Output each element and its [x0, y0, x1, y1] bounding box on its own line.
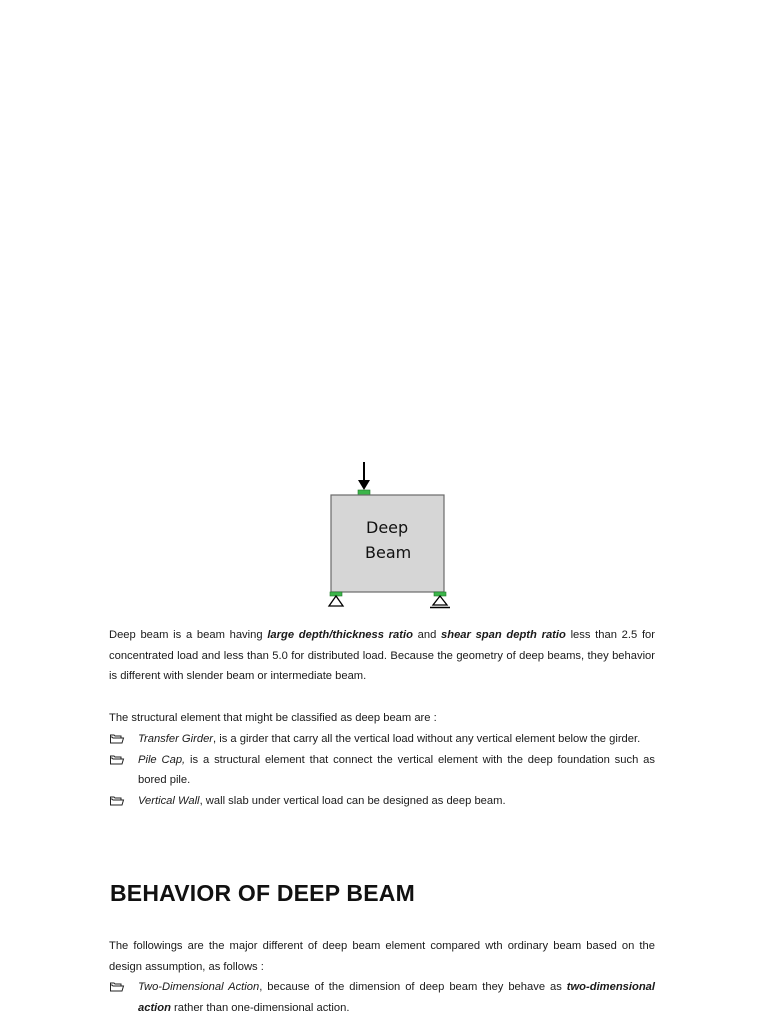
list-item — [109, 729, 655, 750]
folder-bullet-icon — [109, 729, 125, 749]
folder-bullet-icon — [109, 791, 125, 811]
down-arrow-load-icon — [358, 462, 370, 490]
item-text: , because of the dimension of deep beam they behave as — [259, 981, 567, 993]
term-two-dimensional-action: Two-Dimensional Action — [138, 981, 260, 993]
roller-support-icon — [430, 592, 450, 608]
item-text: rather than one-dimensional action. — [170, 1001, 350, 1014]
classified-list — [109, 729, 655, 811]
folder-bullet-icon — [109, 750, 125, 770]
load-plate — [358, 490, 370, 495]
bold-two-dimensional-action: two-dimensional action — [138, 981, 656, 1014]
folder-bullet-icon — [109, 977, 125, 997]
beam-label-line1: Deep — [366, 518, 409, 537]
intro-text-1: Deep beam is a beam having — [109, 629, 268, 641]
classified-lead: The structural element that might be classified as deep beam are : — [109, 712, 437, 724]
deep-beam-figure — [318, 458, 458, 610]
item-text: , is a girder that carry all the vertical load without any vertical element below the girder. — [213, 733, 641, 745]
intro-text-3: less than 2.5 for concentrated load and less than 5.0 for distributed load. Because the geometry of deep beams, they behavior is different with slender beam or intermediate beam. — [109, 629, 655, 683]
intro-bold-depth-ratio: large depth/thickness ratio — [267, 629, 413, 641]
intro-text-2: and — [412, 629, 442, 641]
list-item — [109, 791, 655, 812]
list-item — [109, 977, 655, 1018]
term-vertical-wall: Vertical Wall — [138, 794, 200, 807]
deep-beam-diagram — [318, 458, 458, 610]
pin-support-icon — [329, 592, 343, 606]
intro-bold-shear-span: shear span depth ratio — [441, 629, 566, 641]
behavior-list — [109, 977, 655, 1018]
section-heading: BEHAVIOR OF DEEP BEAM — [110, 880, 415, 906]
item-text: , wall slab under vertical load can be designed as deep beam. — [199, 794, 506, 807]
beam-label-line2: Beam — [365, 543, 412, 562]
term-transfer-girder: Transfer Girder — [138, 733, 214, 745]
item-text: is a structural element that connect the vertical element with the deep foundation such as bored pile. — [138, 753, 656, 787]
behavior-lead: The followings are the major different of deep beam element compared wth ordinary beam based on the design assumption, as follows : — [109, 940, 655, 973]
intro-paragraph — [109, 625, 655, 687]
list-item — [109, 750, 655, 791]
term-pile-cap: Pile Cap, — [138, 753, 186, 766]
